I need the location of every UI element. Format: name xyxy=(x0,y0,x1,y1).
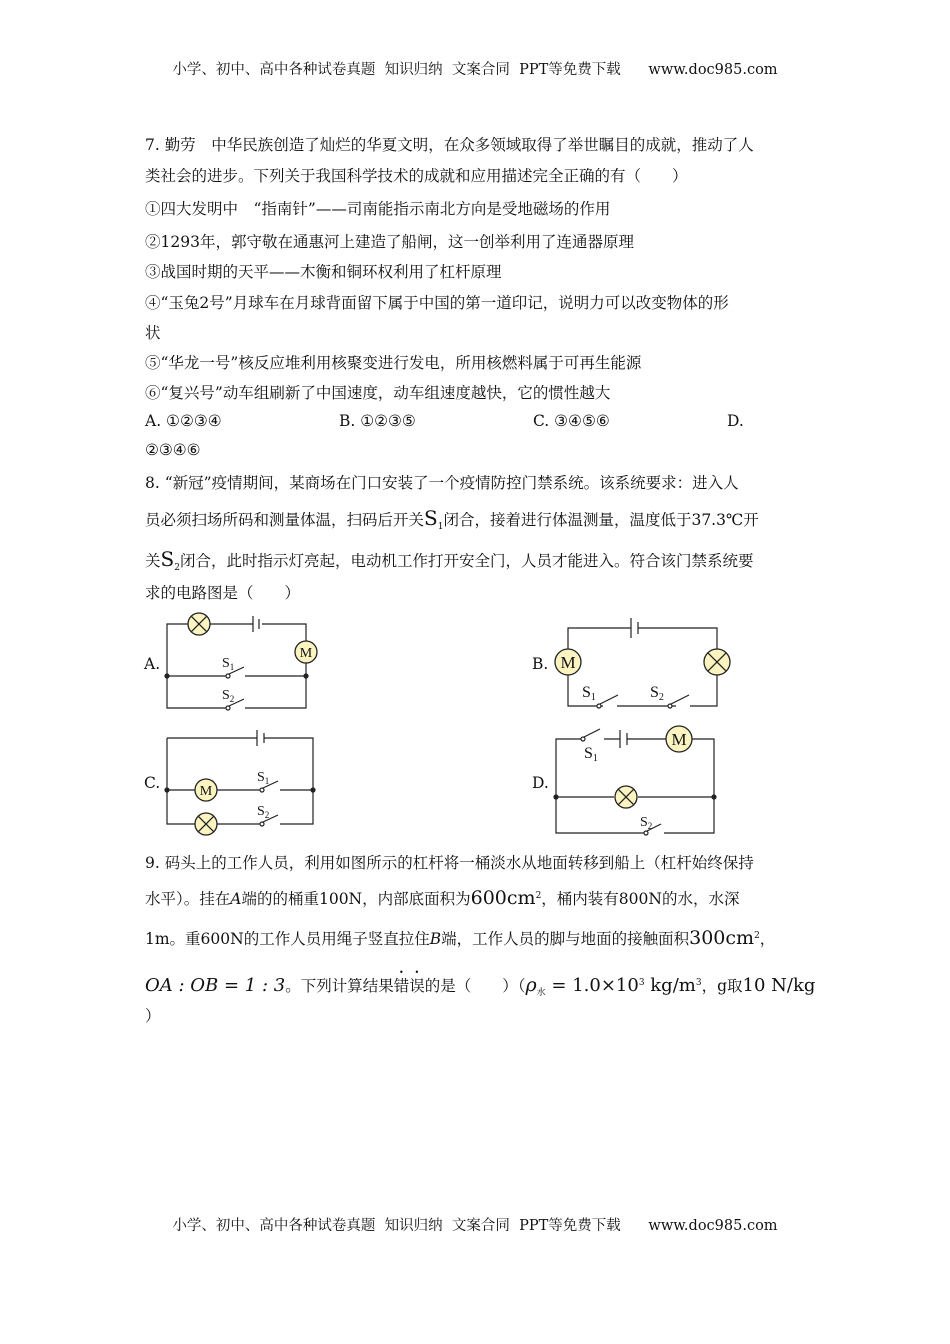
exponent: 3 xyxy=(638,977,645,988)
text: 闭合，接着进行体温测量，温度低于37.3℃开 xyxy=(443,511,759,529)
g-value: 10 N/kg xyxy=(742,975,816,996)
q7-option-d-value: ②③④⑥ xyxy=(145,441,201,459)
exponent: 2 xyxy=(754,931,760,941)
q8-option-a-label: A. xyxy=(144,655,161,673)
q8-option-b-label: B. xyxy=(532,655,549,673)
s2-label: $S_2$ xyxy=(257,804,270,820)
q9-line: 9. 码头上的工作人员，利用如图所示的杠杆将一桶淡水从地面转移到船上（杠杆始终保持 xyxy=(145,854,754,872)
lamp-icon xyxy=(615,786,637,808)
q9-line: ） xyxy=(145,1007,161,1025)
circuit-d xyxy=(554,729,716,835)
switch-symbol: S xyxy=(424,506,438,530)
lamp-icon xyxy=(195,813,217,835)
text: 关 xyxy=(145,552,161,570)
q7-statement-3: ③战国时期的天平——木衡和铜环权利用了杠杆原理 xyxy=(145,263,502,281)
text: ，桶内装有800N的水，水深 xyxy=(541,890,740,909)
s1-label: $S_1$ xyxy=(222,656,235,672)
emphasized-text: 错误 xyxy=(393,977,425,995)
subscript: 水 xyxy=(536,988,546,999)
q7-statement-1: ①四大发明中 “指南针”——司南能指示南北方向是受地磁场的作用 xyxy=(145,200,611,218)
text: 1m。重600N的工作人员用绳子竖直拉住 xyxy=(145,930,430,949)
switch-symbol: S xyxy=(160,547,175,571)
motor-label: M xyxy=(199,784,213,799)
circuit-a xyxy=(165,616,308,710)
rho-symbol: ρ xyxy=(525,974,537,996)
motor-label: M xyxy=(671,730,687,749)
q7-option-c: C. ③④⑤⑥ xyxy=(533,412,610,430)
ratio: OA : OB = 1 : 3 xyxy=(145,975,286,996)
q8-line: 8. “新冠”疫情期间，某商场在门口安装了一个疫情防控门禁系统。该系统要求：进入人 xyxy=(145,474,739,492)
text: 的是（ ）（ xyxy=(424,977,526,995)
q9-line xyxy=(145,968,815,1003)
area-value: 600cm xyxy=(470,887,536,910)
q7-statement-5: ⑤“华龙一号”核反应堆利用核聚变进行发电，所用核燃料属于可再生能源 xyxy=(145,354,642,372)
text: 端的的桶重100N，内部底面积为 xyxy=(241,890,471,909)
area-value: 300cm xyxy=(689,927,755,950)
motor-label: M xyxy=(299,646,313,661)
q8-option-d-label: D. xyxy=(532,774,549,792)
s1-label: S1 xyxy=(584,745,598,764)
q7-option-a: A. ①②③④ xyxy=(145,412,222,430)
s2-label: $S_2$ xyxy=(222,688,235,704)
q7-line: 类社会的进步。下列关于我国科学技术的成就和应用描述完全正确的有（ ） xyxy=(145,167,688,185)
q7-statement-4: ④“玉兔2号”月球车在月球背面留下属于中国的第一道印记，说明力可以改变物体的形 xyxy=(145,294,729,312)
subscript: 1 xyxy=(437,522,444,533)
text: ，g取 xyxy=(701,977,743,995)
q8-line: 求的电路图是（ ） xyxy=(145,584,301,602)
motor-label: M xyxy=(560,653,576,672)
text: 员必须扫场所码和测量体温，扫码后开关 xyxy=(145,511,425,529)
text: 端，工作人员的脚与地面的接触面积 xyxy=(441,930,690,949)
s1-label: S1 xyxy=(582,684,596,703)
text: 闭合，此时指示灯亮起，电动机工作打开安全门，人员才能进入。符合该门禁系统要 xyxy=(179,552,754,570)
page-footer: 小学、初中、高中各种试卷真题 知识归纳 文案合同 PPT等免费下载 www.doc985.com xyxy=(172,1218,778,1234)
q9-line xyxy=(145,886,739,909)
lamp-icon xyxy=(704,649,730,675)
point-a: A xyxy=(230,890,242,909)
subscript: 2 xyxy=(174,563,180,574)
q7-line: 7. 勤劳 中华民族创造了灿烂的华夏文明，在众多领域取得了举世瞩目的成就，推动了人 xyxy=(145,136,754,154)
text: 水平）。挂在 xyxy=(145,890,231,909)
q9-line xyxy=(145,926,775,949)
q7-statement-2: ②1293年，郭守敬在通惠河上建造了船闸，这一创举利用了连通器原理 xyxy=(145,233,634,251)
point-b: B xyxy=(429,930,442,949)
s2-label: S2 xyxy=(650,684,664,703)
circuit-c xyxy=(165,730,315,826)
q7-statement-6: ⑥“复兴号”动车组刷新了中国速度，动车组速度越快，它的惯性越大 xyxy=(145,384,611,402)
text: 。下列计算结果 xyxy=(285,977,394,995)
page-header: 小学、初中、高中各种试卷真题 知识归纳 文案合同 PPT等免费下载 www.doc985.com xyxy=(172,62,778,78)
q7-option-d: D. xyxy=(727,412,744,430)
q7-option-b: B. ①②③⑤ xyxy=(339,412,416,430)
q8-option-c-label: C. xyxy=(144,774,161,792)
density-value: = 1.0×10 xyxy=(545,975,639,996)
exponent: 3 xyxy=(695,977,702,988)
unit: kg/m xyxy=(644,975,696,996)
exponent: 2 xyxy=(535,891,542,901)
s1-label: $S_1$ xyxy=(257,770,270,786)
lamp-icon xyxy=(188,613,210,635)
q7-statement-4-cont: 状 xyxy=(145,324,161,342)
text: ， xyxy=(759,930,776,949)
s2-label: $S_2$ xyxy=(640,815,653,831)
